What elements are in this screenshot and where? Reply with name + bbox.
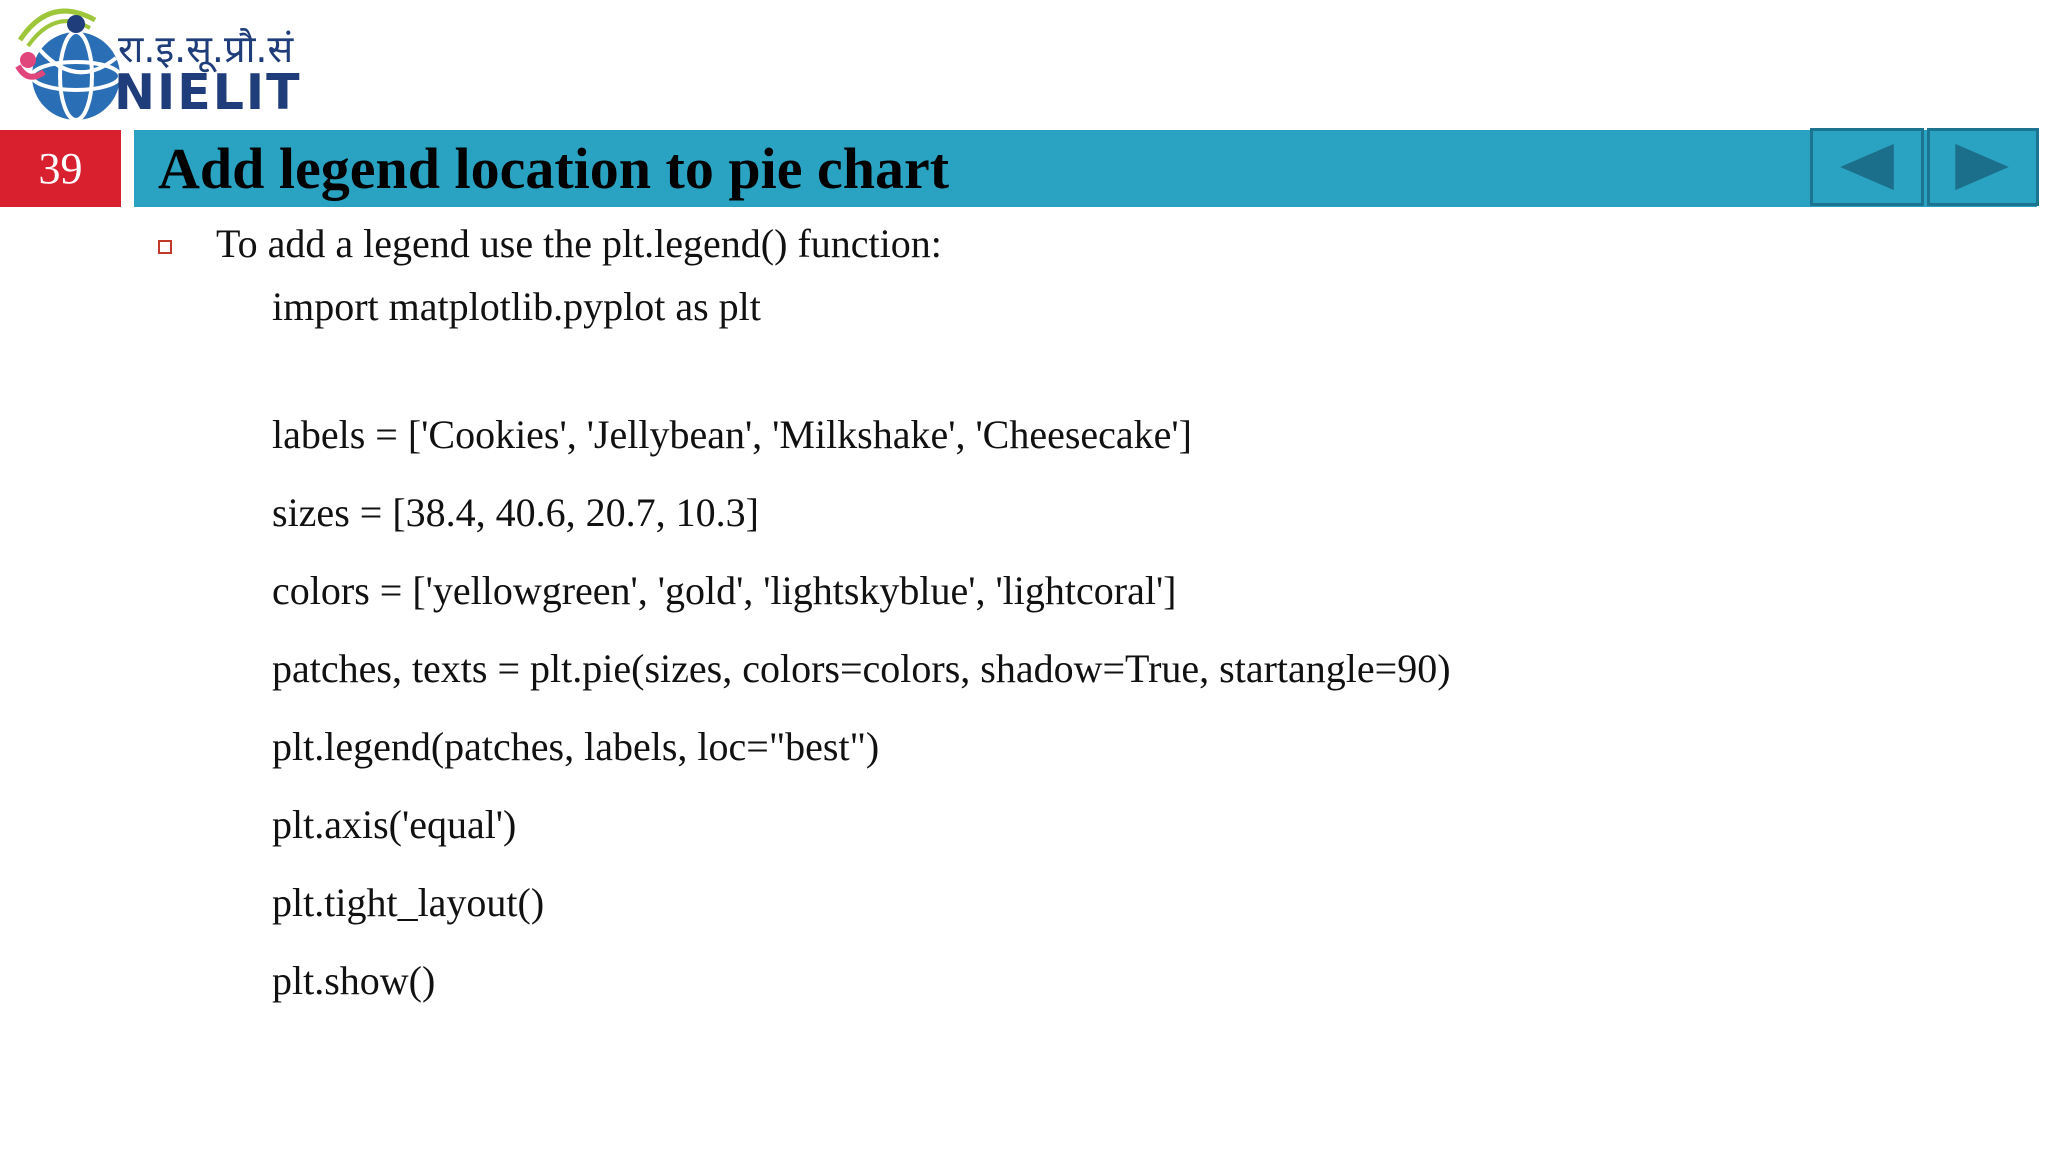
code-line: plt.axis('equal') — [272, 802, 517, 847]
code-line: import matplotlib.pyplot as plt — [272, 284, 761, 329]
bullet-item — [150, 215, 2000, 273]
bullet-text: To add a legend use the plt.legend() function: — [216, 221, 942, 266]
slide-number: 39 — [0, 130, 121, 207]
triangle-right-icon — [1930, 131, 2036, 203]
next-slide-button[interactable] — [1927, 128, 2039, 206]
code-line: sizes = [38.4, 40.6, 20.7, 10.3] — [272, 490, 759, 535]
slide-title: Add legend location to pie chart — [158, 136, 950, 201]
slide-content — [150, 215, 2000, 1003]
previous-slide-button[interactable] — [1810, 128, 1924, 206]
nielit-logo — [10, 0, 310, 125]
code-line: plt.show() — [272, 958, 436, 1003]
code-line: labels = ['Cookies', 'Jellybean', 'Milkshake', 'Cheesecake'] — [272, 412, 1192, 457]
title-bar — [134, 130, 2037, 207]
logo-name-text: NIELIT — [114, 64, 302, 121]
code-line: colors = ['yellowgreen', 'gold', 'lightskyblue', 'lightcoral'] — [272, 568, 1177, 613]
code-line: plt.tight_layout() — [272, 880, 545, 925]
code-line: patches, texts = plt.pie(sizes, colors=colors, shadow=True, startangle=90) — [272, 646, 1451, 691]
nielit-globe-icon — [10, 0, 130, 125]
code-line: plt.legend(patches, labels, loc="best") — [272, 724, 880, 769]
square-bullet-icon — [158, 240, 172, 254]
triangle-left-icon — [1813, 131, 1921, 203]
logo-hindi-text: रा.इ.सू.प्रौ.सं — [118, 27, 294, 71]
